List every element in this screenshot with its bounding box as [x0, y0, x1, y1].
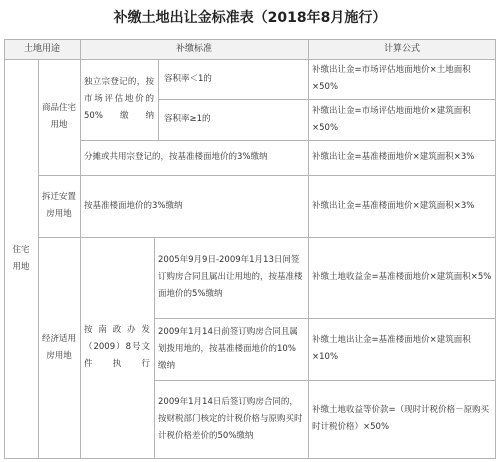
residential-land-text: 住宅用地: [12, 244, 30, 272]
grid-line: [158, 59, 159, 140]
grid-line: [4, 59, 496, 60]
affordable-standard-3: 2009年1月14日后签订购房合同的，按财税部门核定的计税价格与原购买时计税价格差价的50%缴纳: [158, 396, 303, 441]
affordable-housing-text: 经济适用房用地: [42, 333, 77, 361]
formula-building-area-50: 补缴出让金=市场评估地面地价×建筑面积×50%: [312, 105, 471, 133]
affordable-formula-2: 补缴土地出让金=基准楼面地价×建筑面积×10%: [312, 335, 471, 362]
grid-line: [4, 458, 496, 459]
independent-registration-standard: 独立宗登记的，按市场评估地价的50%缴纳: [84, 77, 154, 121]
affordable-policy-doc: 按南政办发（2009）8号文件执行: [84, 325, 150, 369]
grid-line: [158, 99, 496, 100]
page-title: 补缴土地出让金标准表（2018年8月施行）: [113, 10, 387, 26]
affordable-standard-1: 2005年9月9日-2009年1月13日间签订购房合同且属出让用地的，按基准楼面地价的5%缴纳: [158, 255, 303, 299]
grid-line: [80, 140, 496, 141]
resettlement-formula: 补缴出让金=基准楼面地价×建筑面积×3%: [312, 200, 475, 211]
shared-registration-standard: 分摊或共用宗登记的，按基准楼面地价的3%缴纳: [84, 152, 268, 162]
grid-line: [154, 318, 496, 319]
grid-line: [154, 237, 155, 458]
header-land-use: 土地用途: [4, 39, 80, 59]
grid-line: [4, 39, 5, 459]
resettlement-housing-label: [38, 175, 80, 237]
formula-land-area: 补缴出让金=市场评估地面地价×土地面积×50%: [312, 65, 471, 92]
affordable-formula-3: 补缴土地收益等价款=（现时计税价格－原购买时计税价格）×50%: [312, 405, 490, 432]
affordable-standard-2: 2009年1月14日前签订购房合同且属划拨用地的，按基准楼面地价的10%缴纳: [158, 326, 298, 371]
grid-line: [4, 39, 496, 40]
grid-line: [38, 175, 496, 176]
affordable-housing-label: [38, 237, 80, 458]
formula-building-area-3: 补缴出让金=基准楼面地价×建筑面积×3%: [312, 152, 475, 162]
grid-line: [38, 237, 496, 238]
header-standard: 补缴标准: [80, 39, 308, 59]
commercial-housing-text: 商品住宅用地: [42, 103, 77, 130]
plot-ratio-ge1: 容积率≥1的: [164, 114, 211, 124]
grid-line: [80, 39, 81, 459]
header-formula: 计算公式: [308, 39, 496, 59]
commercial-housing-label: [38, 59, 80, 175]
grid-line: [495, 39, 496, 459]
plot-ratio-lt1: 容积率＜1的: [164, 73, 212, 84]
grid-line: [308, 39, 309, 459]
resettlement-housing-text: 拆迁安置房用地: [42, 192, 77, 219]
resettlement-standard: 按基准楼面地价的3%缴纳: [84, 200, 183, 211]
affordable-formula-1: 补缴土地收益金=基准楼面地价×建筑面积×5%: [312, 272, 492, 282]
grid-line: [154, 380, 496, 381]
grid-line: [38, 59, 39, 459]
residential-land-label: [4, 59, 38, 458]
